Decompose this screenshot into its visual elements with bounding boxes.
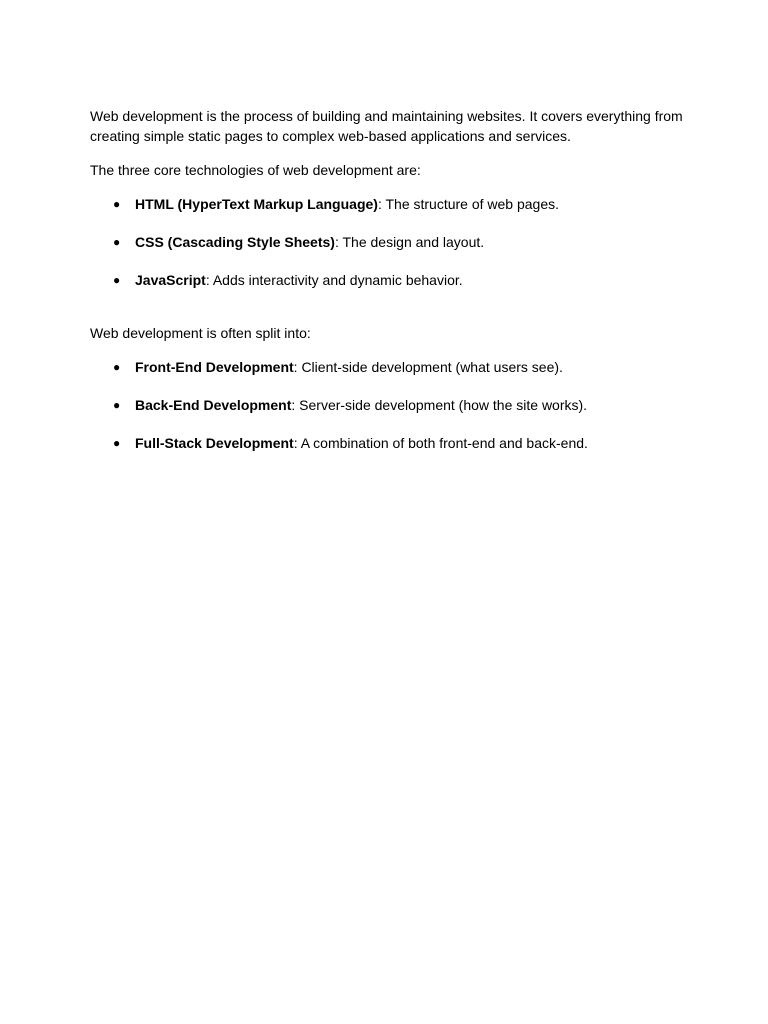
list-item-description: : The structure of web pages. (377, 196, 560, 212)
document-page (90, 106, 690, 453)
bullet-icon: ● (113, 360, 121, 374)
list-item-term: Front-End Development (135, 359, 294, 375)
list-item (90, 270, 690, 290)
list-item-term: HTML (HyperText Markup Language) (135, 196, 378, 212)
bullet-icon: ● (113, 273, 121, 287)
bullet-icon: ● (113, 436, 121, 450)
bullet-icon: ● (113, 235, 121, 249)
list-item-term: JavaScript (135, 272, 206, 288)
list-item (90, 232, 690, 252)
list-item (90, 433, 690, 453)
bullet-icon: ● (113, 197, 121, 211)
list-item-description: : Client-side development (what users see). (293, 359, 563, 375)
intro-paragraph: Web development is the process of building and maintaining websites. It covers everything from creating simple static pages to complex web-based applications and services. (90, 108, 683, 144)
list-item (90, 194, 690, 214)
list-item-description: : Server-side development (how the site works). (291, 397, 588, 413)
bullet-icon: ● (113, 398, 121, 412)
list-item (90, 357, 690, 377)
core-technologies-list (90, 194, 690, 290)
list-item-description: : Adds interactivity and dynamic behavior. (205, 272, 463, 288)
core-technologies-lead: The three core technologies of web development are: (90, 162, 421, 178)
list-item-description: : A combination of both front-end and back-end. (293, 435, 588, 451)
development-split-list (90, 357, 690, 453)
split-lead: Web development is often split into: (90, 325, 311, 341)
list-item-term: CSS (Cascading Style Sheets) (135, 234, 335, 250)
list-item-description: : The design and layout. (334, 234, 485, 250)
list-item-term: Full-Stack Development (135, 435, 294, 451)
list-item (90, 395, 690, 415)
list-item-term: Back-End Development (135, 397, 292, 413)
